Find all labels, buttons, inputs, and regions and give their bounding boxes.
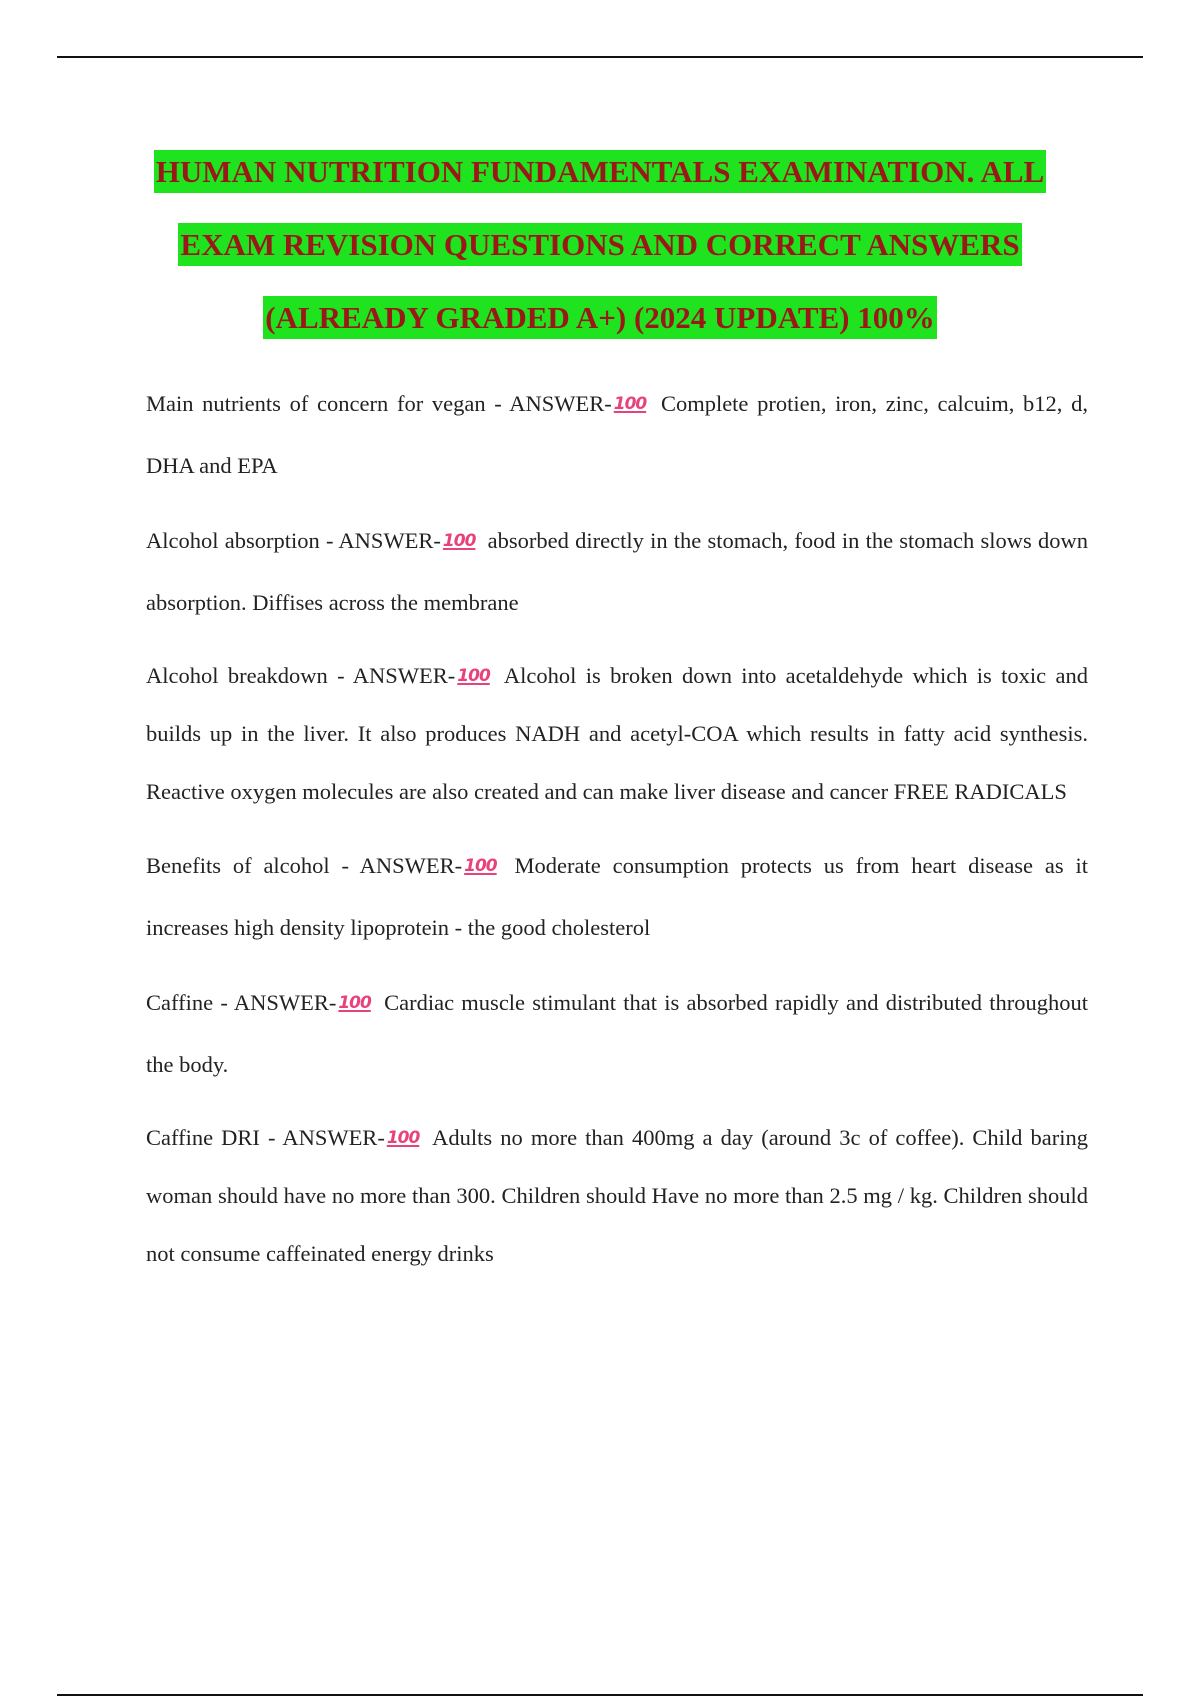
qa-question: Alcohol breakdown - ANSWER- — [146, 663, 456, 688]
qa-item — [146, 373, 1088, 496]
hundred-points-icon: 100 — [338, 993, 371, 1013]
title-line-3-text: (ALREADY GRADED A+) (2024 UPDATE) 100% — [263, 296, 937, 339]
qa-answer: absorbed directly in the stomach, food in the stomach slows down absorption. Diffises across the membrane — [146, 528, 1089, 615]
qa-answer: Cardiac muscle stimulant that is absorbed rapidly and distributed throughout the body. — [146, 990, 1089, 1077]
qa-answer: Moderate consumption protects us from heart disease as it increases high density lipoprotein - the good cholesterol — [146, 853, 1089, 940]
bottom-rule — [57, 1694, 1143, 1696]
qa-answer: Complete protien, iron, zinc, calcuim, b12, d, DHA and EPA — [146, 391, 1088, 478]
qa-question: Caffine DRI - ANSWER- — [146, 1125, 385, 1150]
title-line-1-text: HUMAN NUTRITION FUNDAMENTALS EXAMINATION. ALL — [154, 150, 1046, 193]
title-line-2 — [60, 208, 1140, 281]
qa-answer: Alcohol is broken down into acetaldehyde which is toxic and builds up in the liver. It also produces NADH and acetyl-COA which results in fatty acid synthesis. Reactive oxygen molecules are also created and can make liver disease and cancer FREE RADICALS — [146, 663, 1088, 804]
top-rule — [57, 56, 1143, 58]
qa-item — [146, 835, 1088, 958]
title-line-2-text: EXAM REVISION QUESTIONS AND CORRECT ANSWERS — [178, 223, 1021, 266]
hundred-points-icon: 100 — [464, 856, 497, 876]
qa-item — [146, 510, 1088, 633]
title-line-1 — [60, 135, 1140, 208]
qa-item — [146, 972, 1088, 1095]
qa-item — [146, 1109, 1088, 1283]
document-title — [60, 135, 1140, 354]
qa-item — [146, 647, 1088, 821]
title-line-3 — [60, 281, 1140, 354]
hundred-points-icon: 100 — [442, 531, 476, 551]
qa-list — [146, 373, 1088, 1297]
qa-question: Alcohol absorption - ANSWER- — [146, 528, 441, 553]
qa-answer: Adults no more than 400mg a day (around 3c of coffee). Child baring woman should have no more than 300. Children should Have no more than 2.5 mg / kg. Children should not consume caffeinated energy drinks — [146, 1125, 1088, 1266]
qa-question: Main nutrients of concern for vegan - ANSWER- — [146, 391, 612, 416]
hundred-points-icon: 100 — [613, 394, 647, 414]
hundred-points-icon: 100 — [386, 1128, 420, 1148]
qa-question: Caffine - ANSWER- — [146, 990, 337, 1015]
qa-question: Benefits of alcohol - ANSWER- — [146, 853, 463, 878]
hundred-points-icon: 100 — [457, 666, 490, 686]
